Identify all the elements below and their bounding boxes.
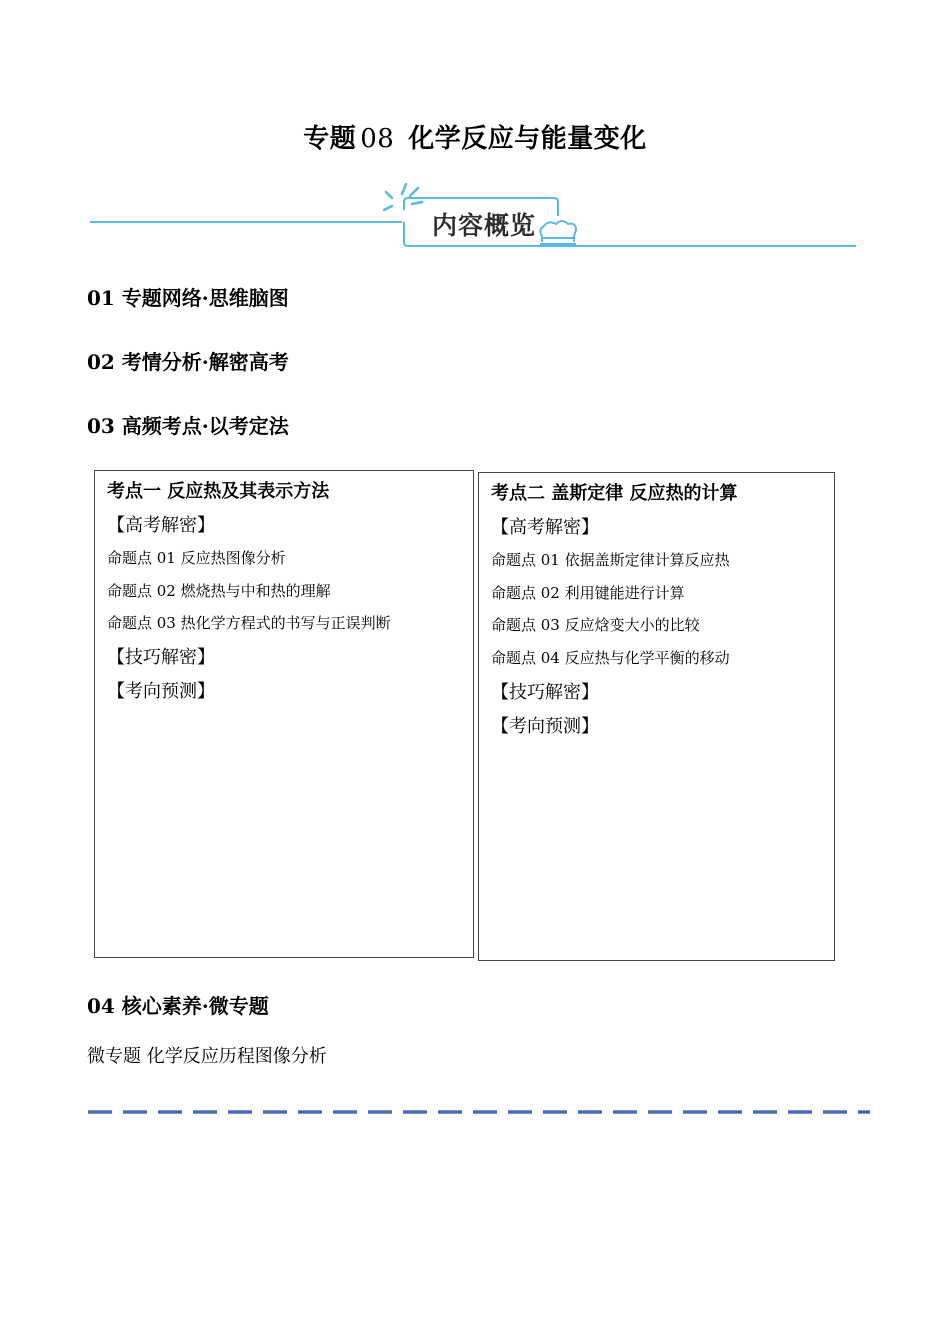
cloud-cap-icon (540, 221, 576, 244)
micro-topic: 微专题 化学反应历程图像分析 (87, 1046, 327, 1067)
title-text: 化学反应与能量变化 (408, 124, 647, 154)
kaodian-2-kaoxiang: 【考向预测】 (491, 716, 599, 737)
kaodian-2-item-4: 命题点 04 反应热与化学平衡的移动 (491, 649, 730, 667)
kaodian-2-title: 考点二 盖斯定律 反应热的计算 (491, 483, 738, 504)
title-number: 08 (360, 124, 395, 154)
kaodian-1-item-1: 命题点 01 反应热图像分析 (107, 549, 286, 567)
kaodian-1-gaokao: 【高考解密】 (107, 515, 215, 536)
kaodian-1-kaoxiang: 【考向预测】 (107, 681, 215, 702)
dashed-divider (88, 1104, 870, 1120)
kaodian-1-item-3: 命题点 03 热化学方程式的书写与正误判断 (107, 614, 391, 632)
kaodian-2-item-1: 命题点 01 依据盖斯定律计算反应热 (491, 551, 730, 569)
kaodian-1-item-2: 命题点 02 燃烧热与中和热的理解 (107, 582, 331, 600)
section-high-frequency-heading: 03 高频考点·以考定法 (87, 414, 289, 438)
kaodian-1-title: 考点一 反应热及其表示方法 (107, 481, 330, 502)
section-mindmap-heading: 01 专题网络·思维脑图 (87, 286, 289, 310)
kaodian-2-box (478, 472, 835, 961)
page-title (0, 118, 950, 155)
banner-label: 内容概览 (431, 211, 536, 240)
kaodian-2-gaokao: 【高考解密】 (491, 517, 599, 538)
kaodian-2-item-3: 命题点 03 反应焓变大小的比较 (491, 616, 700, 634)
section-exam-analysis-heading: 02 考情分析·解密高考 (87, 350, 289, 374)
section-core-literacy-heading: 04 核心素养·微专题 (87, 994, 269, 1018)
kaodian-1-box (94, 470, 474, 958)
kaodian-2-jiqiao: 【技巧解密】 (491, 682, 599, 703)
title-prefix: 专题 (303, 124, 357, 154)
kaodian-2-item-2: 命题点 02 利用键能进行计算 (491, 584, 685, 602)
kaodian-1-jiqiao: 【技巧解密】 (107, 647, 215, 668)
